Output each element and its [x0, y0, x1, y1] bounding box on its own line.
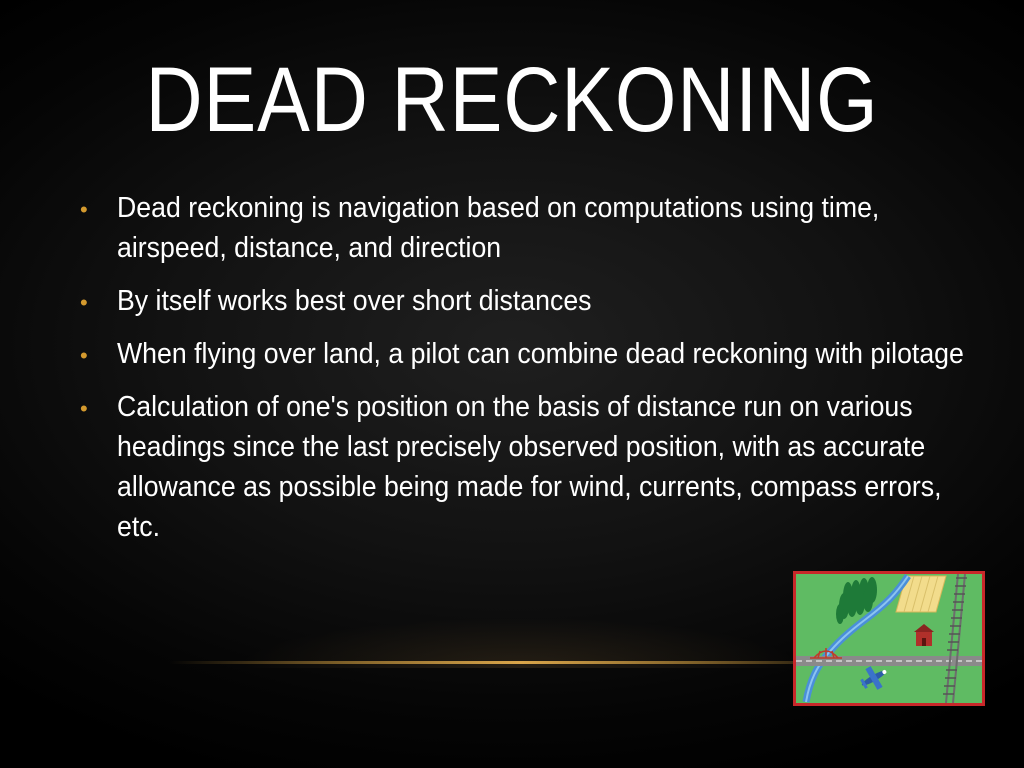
- bullet-item: [78, 188, 958, 268]
- bullet-item: [78, 387, 958, 547]
- bullet-icon: •: [80, 197, 88, 222]
- bullet-list: [78, 188, 964, 560]
- bullet-text: By itself works best over short distances: [117, 285, 592, 317]
- bullet-icon: •: [80, 396, 88, 421]
- bullet-item: [78, 334, 964, 374]
- bullet-item: [78, 281, 958, 321]
- bullet-icon: •: [80, 290, 88, 315]
- bullet-icon: •: [80, 343, 88, 368]
- bullet-text: Dead reckoning is navigation based on computations using time, airspeed, distance, and direction: [117, 192, 880, 264]
- map-illustration-svg: [796, 574, 982, 703]
- decorative-divider-line: [170, 661, 870, 664]
- bullet-text: When flying over land, a pilot can combine dead reckoning with pilotage: [117, 338, 964, 370]
- bullet-text: Calculation of one's position on the basis of distance run on various headings since the last precisely observed position, with as accurate allowance as possible being made for wind, currents, compass errors, etc.: [117, 391, 942, 543]
- dead-reckoning-map-illustration: [793, 571, 985, 706]
- slide-title: DEAD RECKONING: [145, 49, 879, 151]
